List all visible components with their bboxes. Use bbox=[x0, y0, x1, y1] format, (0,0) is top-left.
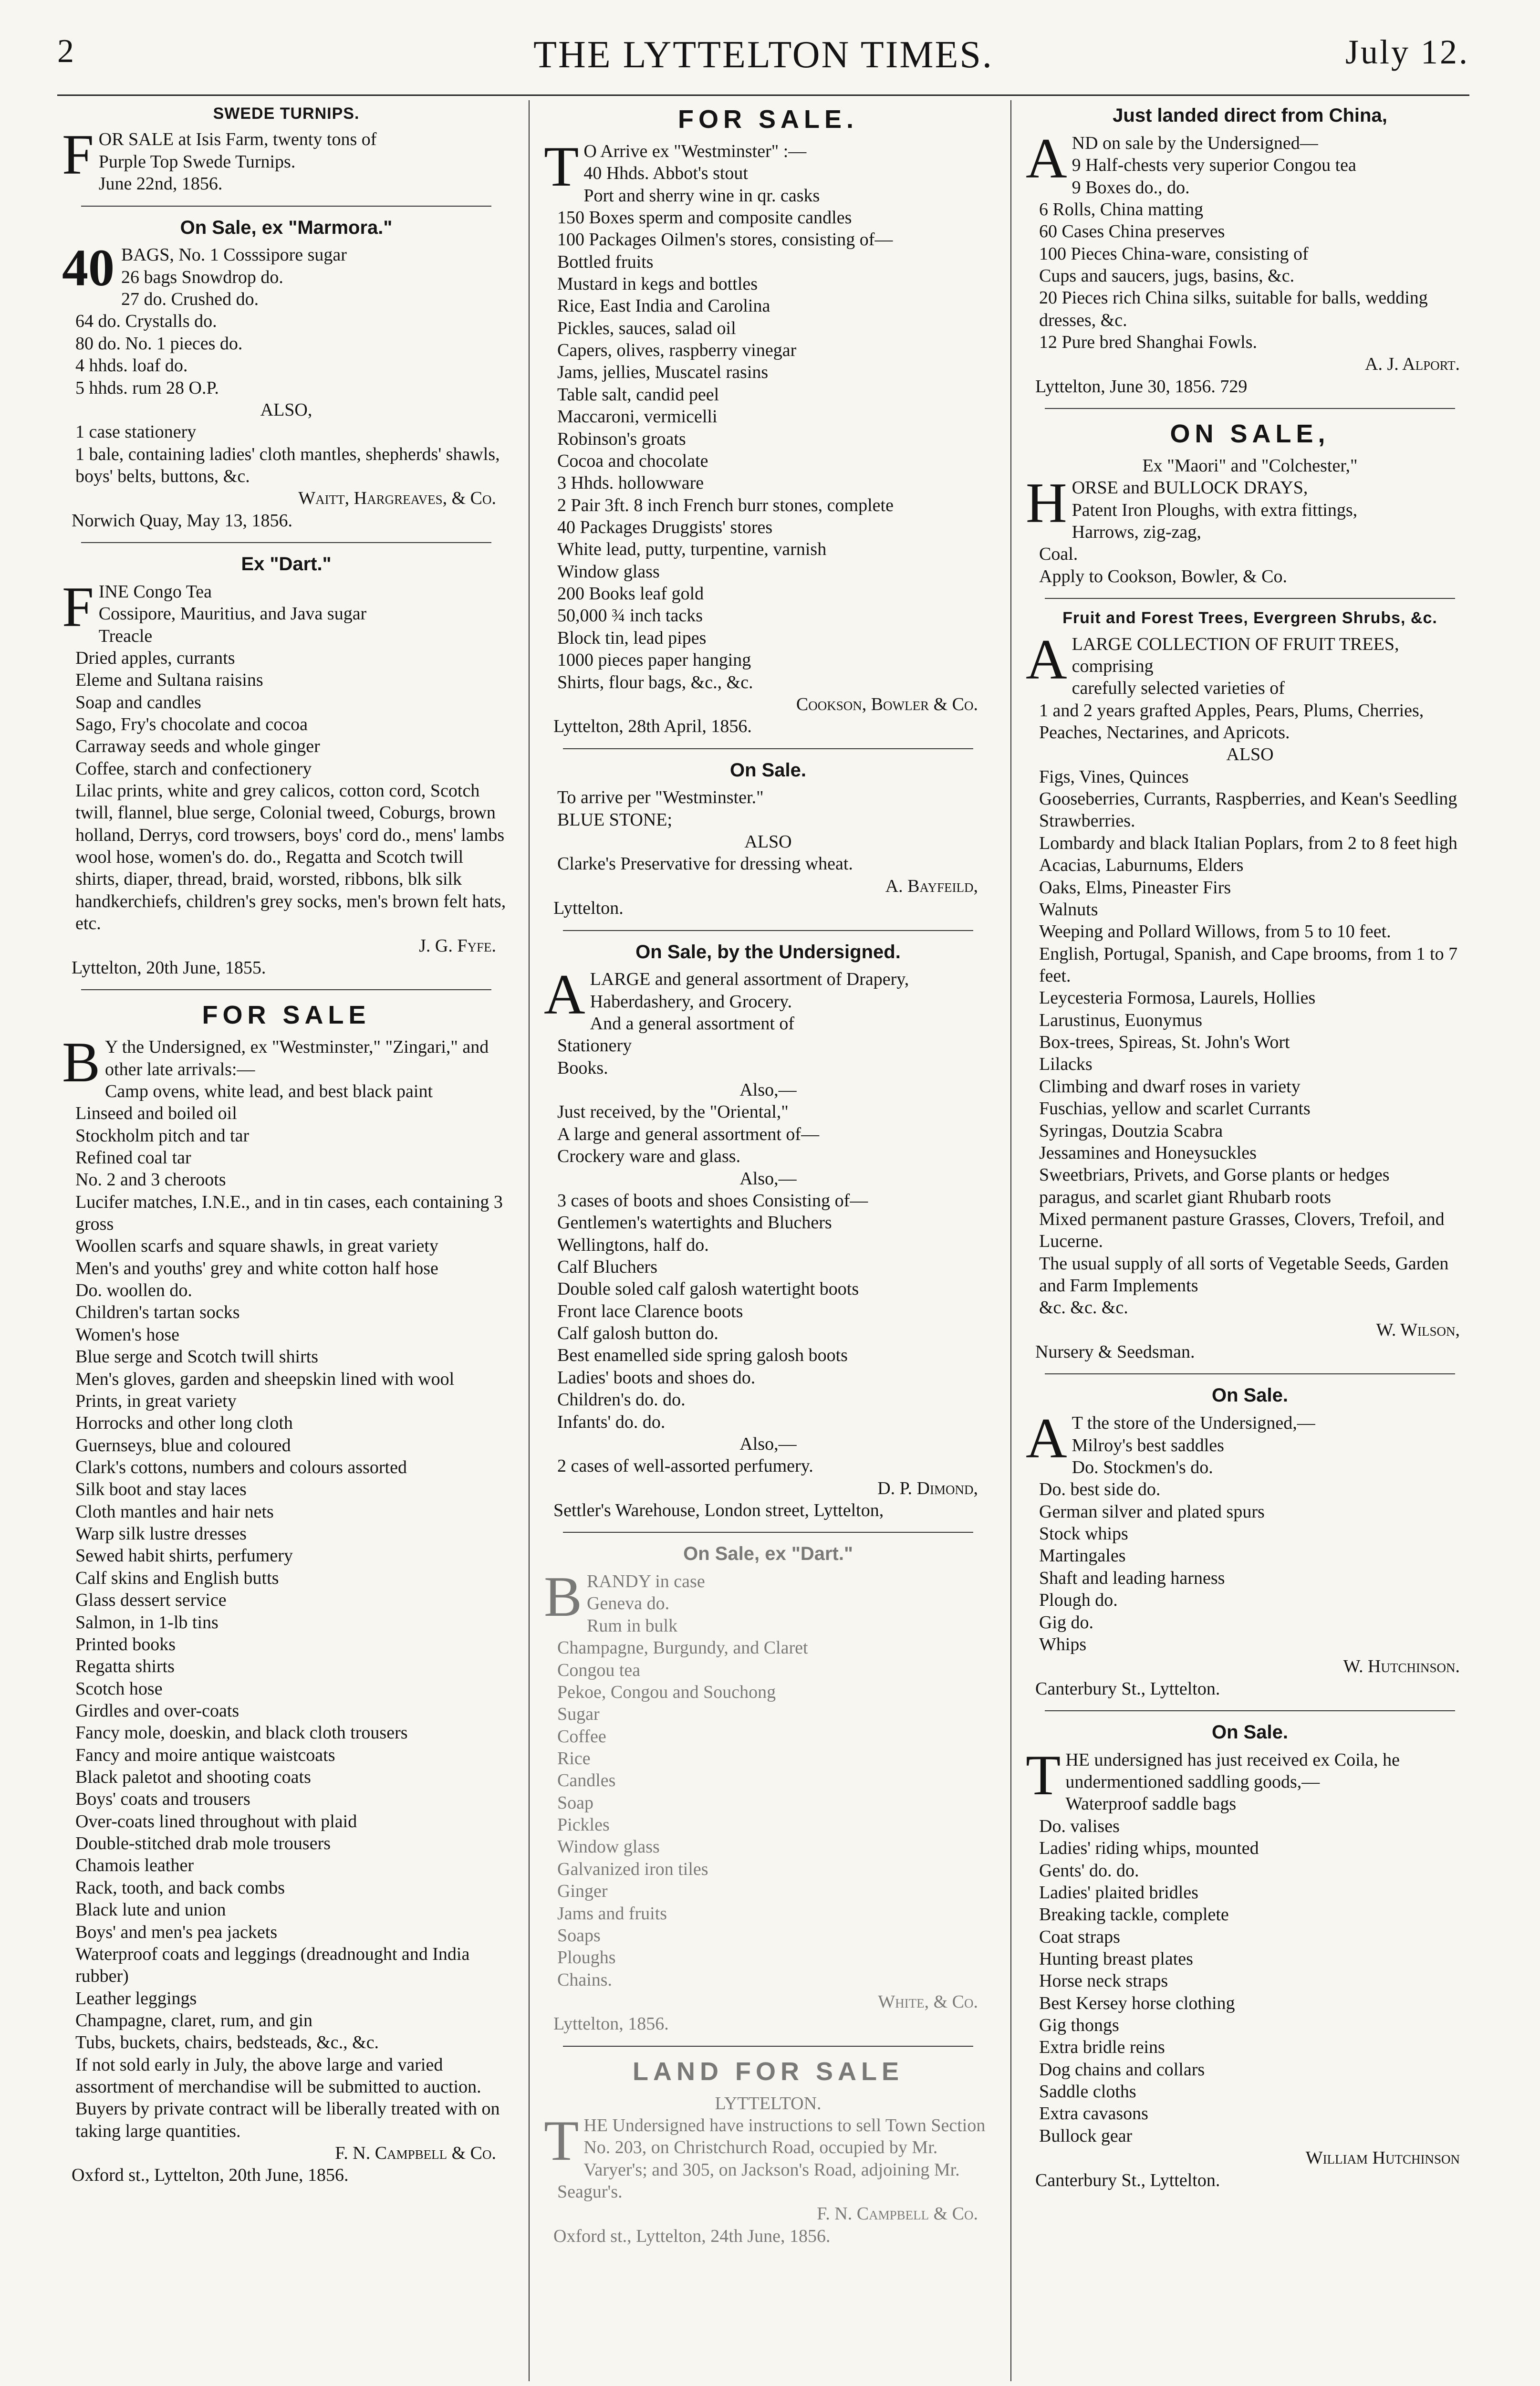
advertiser-signature: D. P. Dimond, bbox=[877, 1478, 978, 1498]
advert-lot-number: 40 bbox=[62, 239, 114, 297]
advert-line: Robinson's groats bbox=[557, 429, 686, 449]
advert-separator bbox=[1045, 598, 1455, 599]
advert-line: ALSO bbox=[1226, 744, 1274, 765]
advert-line: Leycesteria Formosa, Laurels, Hollies bbox=[1039, 988, 1316, 1008]
advert-line: BAGS, No. 1 Cosssipore sugar bbox=[121, 245, 347, 265]
advert-line: Front lace Clarence boots bbox=[557, 1301, 743, 1321]
advert-line: Carraway seeds and whole ginger bbox=[75, 736, 320, 757]
advert-line: Stock whips bbox=[1039, 1524, 1128, 1544]
drop-cap: A bbox=[1026, 1406, 1067, 1470]
advert-line: Galvanized iron tiles bbox=[557, 1859, 708, 1879]
advert-line: Also,— bbox=[739, 1434, 797, 1454]
drop-cap: A bbox=[1026, 627, 1067, 691]
advertisement bbox=[1026, 608, 1474, 1363]
advert-line: Guernseys, blue and coloured bbox=[75, 1435, 291, 1455]
advert-line: Black paletot and shooting coats bbox=[75, 1767, 311, 1788]
advert-line: 6 Rolls, China matting bbox=[1039, 199, 1204, 220]
advert-heading: SWEDE TURNIPS. bbox=[213, 105, 360, 123]
advert-heading: On Sale. bbox=[729, 759, 807, 781]
advert-separator bbox=[563, 2046, 973, 2047]
drop-cap: A bbox=[1026, 126, 1067, 190]
advert-heading: ON SALE, bbox=[1170, 419, 1330, 449]
advert-line: 26 bags Snowdrop do. bbox=[121, 267, 283, 287]
advert-line: Cocoa and chocolate bbox=[557, 450, 708, 471]
advert-line: Fancy and moire antique waistcoats bbox=[75, 1745, 335, 1765]
advertisement bbox=[62, 1000, 510, 2187]
advert-line: RANDY in case bbox=[587, 1571, 705, 1592]
advert-line: Saddle cloths bbox=[1039, 2082, 1136, 2102]
advert-place-date: Lyttelton, 1856. bbox=[553, 2014, 669, 2034]
advertisement bbox=[544, 759, 992, 920]
advert-line: Jams and fruits bbox=[557, 1903, 667, 1924]
advert-line: Mustard in kegs and bottles bbox=[557, 274, 758, 294]
advert-line: 2 cases of well-assorted perfumery. bbox=[557, 1456, 813, 1476]
advert-place-date: Lyttelton, 28th April, 1856. bbox=[553, 716, 752, 737]
advert-line: Ginger bbox=[557, 1881, 608, 1902]
advert-line: 64 do. Crystalls do. bbox=[75, 311, 217, 332]
advert-separator bbox=[563, 748, 973, 749]
column-1 bbox=[62, 100, 510, 2381]
newspaper-title: THE LYTTELTON TIMES. bbox=[533, 34, 993, 76]
advert-line: Woollen scarfs and square shawls, in great variety bbox=[75, 1236, 438, 1256]
advert-line: Ladies' plaited bridles bbox=[1039, 1882, 1198, 1903]
advert-line: &c. &c. &c. bbox=[1039, 1298, 1128, 1318]
advert-line: INE Congo Tea bbox=[98, 581, 212, 602]
advert-line: HE undersigned has just received ex Coila, he undermentioned saddling goods,— bbox=[1065, 1749, 1400, 1792]
advert-line: Stockholm pitch and tar bbox=[75, 1125, 250, 1146]
advert-line: Patent Iron Ploughs, with extra fittings, bbox=[1072, 500, 1358, 520]
advert-line: Champagne, claret, rum, and gin bbox=[75, 2010, 313, 2030]
advert-line: Tubs, buckets, chairs, bedsteads, &c., &c. bbox=[75, 2032, 379, 2053]
advert-place-date: Lyttelton. bbox=[553, 898, 624, 919]
advert-line: Fancy mole, doeskin, and black cloth trousers bbox=[75, 1723, 408, 1743]
advert-line: Clark's cottons, numbers and colours assorted bbox=[75, 1457, 407, 1477]
advert-line: Horrocks and other long cloth bbox=[75, 1413, 293, 1434]
advert-line: Leather leggings bbox=[75, 1988, 197, 2009]
advert-line: 3 cases of boots and shoes Consisting of— bbox=[557, 1190, 868, 1211]
advert-heading: LAND FOR SALE bbox=[633, 2057, 904, 2086]
advert-line: Gig thongs bbox=[1039, 2015, 1119, 2036]
advert-line: Acacias, Laburnums, Elders bbox=[1039, 855, 1244, 876]
advert-line: Extra bridle reins bbox=[1039, 2037, 1165, 2058]
column-divider bbox=[529, 100, 530, 2381]
advert-line: Soap bbox=[557, 1792, 593, 1813]
advert-line: Extra cavasons bbox=[1039, 2103, 1148, 2124]
advert-separator bbox=[81, 989, 491, 990]
advert-line: Bullock gear bbox=[1039, 2125, 1133, 2146]
advert-line: Geneva do. bbox=[587, 1593, 670, 1614]
advert-line: 1 and 2 years grafted Apples, Pears, Plums, Cherries, bbox=[1039, 700, 1424, 721]
advert-line: T the store of the Undersigned,— bbox=[1072, 1413, 1315, 1434]
column-3 bbox=[1026, 100, 1474, 2381]
advert-line: Bottled fruits bbox=[557, 251, 654, 272]
advert-line: Scotch hose bbox=[75, 1678, 163, 1699]
advertiser-signature: J. G. Fyfe. bbox=[419, 935, 496, 956]
advert-line: 40 Packages Druggists' stores bbox=[557, 517, 773, 537]
advert-place-date: Settler's Warehouse, London street, Lyttelton, bbox=[553, 1500, 884, 1520]
advert-line: Whips bbox=[1039, 1634, 1087, 1654]
advert-line: O Arrive ex "Westminster" :— bbox=[583, 141, 807, 161]
advert-line: Glass dessert service bbox=[75, 1590, 227, 1611]
advert-line: 100 Pieces China-ware, consisting of bbox=[1039, 243, 1309, 264]
advert-line: Rice, East India and Carolina bbox=[557, 296, 770, 316]
advert-line: 3 Hhds. hollowware bbox=[557, 473, 704, 493]
advert-line: Boys' and men's pea jackets bbox=[75, 1922, 278, 1942]
advert-line: ALSO bbox=[744, 832, 792, 852]
advert-line: Rice bbox=[557, 1748, 591, 1769]
advert-line: Congou tea bbox=[557, 1660, 641, 1680]
advert-line: 9 Boxes do., do. bbox=[1072, 177, 1190, 198]
advert-line: Do. best side do. bbox=[1039, 1479, 1161, 1500]
advert-line: English, Portugal, Spanish, and Cape brooms, from 1 to 7 feet. bbox=[1039, 943, 1458, 986]
advert-line: Infants' do. do. bbox=[557, 1412, 666, 1432]
advert-line: 1 bale, containing ladies' cloth mantles, shepherds' shawls, boys' belts, buttons, &c. bbox=[75, 444, 500, 486]
drop-cap: T bbox=[544, 134, 579, 198]
advertiser-signature: W. Hutchinson. bbox=[1343, 1656, 1460, 1677]
advert-line: Capers, olives, raspberry vinegar bbox=[557, 340, 797, 361]
advert-line: Gooseberries, Currants, Raspberries, and Kean's Seedling Strawberries. bbox=[1039, 789, 1457, 831]
drop-cap: T bbox=[1026, 1743, 1061, 1807]
advert-line: Larustinus, Euonymus bbox=[1039, 1010, 1202, 1030]
advert-line: Chains. bbox=[557, 1969, 613, 1990]
advert-line: Refined coal tar bbox=[75, 1147, 191, 1168]
advert-separator bbox=[563, 1532, 973, 1533]
advert-line: Eleme and Sultana raisins bbox=[75, 670, 263, 691]
advert-line: June 22nd, 1856. bbox=[98, 174, 223, 194]
advert-line: LARGE and general assortment of Drapery, Haberdashery, and Grocery. bbox=[590, 969, 909, 1012]
advertiser-signature: W. Wilson, bbox=[1376, 1319, 1460, 1340]
advert-heading: On Sale, ex "Dart." bbox=[683, 1543, 853, 1565]
advert-line: If not sold early in July, the above large and varied assortment of merchandise will be submitted to auction. bbox=[75, 2054, 481, 2097]
drop-cap: B bbox=[544, 1565, 583, 1629]
advert-line: Ploughs bbox=[557, 1947, 616, 1968]
advert-line: Block tin, lead pipes bbox=[557, 628, 707, 648]
drop-cap: F bbox=[62, 123, 94, 187]
advert-line: Soaps bbox=[557, 1925, 601, 1946]
drop-cap: H bbox=[1026, 471, 1067, 535]
advert-line: Window glass bbox=[557, 1837, 660, 1857]
advertisement bbox=[544, 1542, 992, 2035]
advert-line: White lead, putty, turpentine, varnish bbox=[557, 539, 827, 560]
advert-line: Climbing and dwarf roses in variety bbox=[1039, 1076, 1301, 1097]
advert-heading: On Sale. bbox=[1211, 1385, 1289, 1406]
advert-line: Fuschias, yellow and scarlet Currants bbox=[1039, 1099, 1311, 1119]
advert-separator bbox=[1045, 1710, 1455, 1711]
advertisement bbox=[544, 104, 992, 738]
advert-line: Shirts, flour bags, &c., &c. bbox=[557, 672, 753, 692]
advert-line: OR SALE at Isis Farm, twenty tons of bbox=[98, 129, 377, 150]
advert-line: 20 Pieces rich China silks, suitable for balls, wedding dresses, &c. bbox=[1039, 288, 1428, 330]
advert-line: Treacle bbox=[98, 626, 153, 646]
advertiser-signature: A. J. Alport. bbox=[1365, 354, 1460, 375]
advert-place-date: Lyttelton, 20th June, 1855. bbox=[72, 957, 266, 978]
advert-line: Coal. bbox=[1039, 544, 1078, 565]
advert-line: Gig do. bbox=[1039, 1612, 1093, 1633]
advert-line: Women's hose bbox=[75, 1324, 180, 1345]
advertiser-signature: William Hutchinson bbox=[1305, 2148, 1460, 2168]
advert-line: Pickles bbox=[557, 1815, 610, 1835]
advert-line: No. 2 and 3 cheroots bbox=[75, 1170, 226, 1190]
advert-place-date: Canterbury St., Lyttelton. bbox=[1035, 2170, 1220, 2190]
advert-line: Ladies' boots and shoes do. bbox=[557, 1367, 756, 1388]
advert-line: Books. bbox=[557, 1057, 608, 1078]
advert-line: And a general assortment of bbox=[590, 1014, 795, 1034]
advert-heading: On Sale, ex "Marmora." bbox=[180, 217, 393, 238]
advert-line: 12 Pure bred Shanghai Fowls. bbox=[1039, 332, 1258, 353]
column-2 bbox=[544, 100, 992, 2381]
advert-line: Also,— bbox=[739, 1168, 797, 1189]
advert-line: Printed books bbox=[75, 1634, 176, 1654]
advert-line: Harrows, zig-zag, bbox=[1072, 522, 1201, 543]
advertisement bbox=[62, 104, 510, 195]
advert-line: Lombardy and black Italian Poplars, from 2 to 8 feet high bbox=[1039, 833, 1457, 853]
advert-line: Do. woollen do. bbox=[75, 1280, 192, 1301]
advert-line: Lilacks bbox=[1039, 1054, 1093, 1075]
advert-heading: Just landed direct from China, bbox=[1113, 105, 1387, 126]
advert-line: Champagne, Burgundy, and Claret bbox=[557, 1638, 808, 1658]
advert-line: 9 Half-chests very superior Congou tea bbox=[1072, 155, 1356, 176]
advert-line: 80 do. No. 1 pieces do. bbox=[75, 333, 243, 354]
advert-line: Walnuts bbox=[1039, 899, 1098, 920]
advert-line: Dog chains and collars bbox=[1039, 2059, 1205, 2080]
advert-line: 40 Hhds. Abbot's stout bbox=[583, 163, 748, 184]
advert-line: Jessamines and Honeysuckles bbox=[1039, 1142, 1257, 1163]
advert-line: LARGE COLLECTION OF FRUIT TREES, comprising bbox=[1072, 634, 1399, 676]
advert-line: ND on sale by the Undersigned— bbox=[1072, 133, 1318, 153]
advertisement bbox=[1026, 1384, 1474, 1699]
issue-date: July 12. bbox=[1345, 33, 1469, 71]
advert-line: German silver and plated spurs bbox=[1039, 1501, 1265, 1522]
masthead bbox=[57, 24, 1469, 86]
advert-line: 27 do. Crushed do. bbox=[121, 289, 259, 310]
advertiser-signature: Cookson, Bowler & Co. bbox=[796, 694, 978, 714]
advertiser-signature: White, & Co. bbox=[878, 1991, 978, 2012]
advert-line: HE Undersigned have instructions to sell Town Section No. 203, on Christchurch Road, occupied by Mr. Varyer's; and 305, on Jackson's Road, adjoining Mr. Seagur's. bbox=[557, 2115, 986, 2202]
advert-line: 2 Pair 3ft. 8 inch French burr stones, complete bbox=[557, 495, 894, 515]
advertisement bbox=[1026, 104, 1474, 398]
advert-line: Gents' do. do. bbox=[1039, 1860, 1139, 1881]
advertiser-signature: F. N. Campbell & Co. bbox=[817, 2204, 978, 2224]
advert-subheading: Ex "Maori" and "Colchester," bbox=[1142, 455, 1358, 476]
advert-line: Coat straps bbox=[1039, 1926, 1120, 1947]
advert-line: ALSO, bbox=[260, 399, 312, 420]
advert-line: Wellingtons, half do. bbox=[557, 1235, 709, 1255]
advert-place-date: Lyttelton, June 30, 1856. 729 bbox=[1035, 376, 1248, 397]
advert-line: Rum in bulk bbox=[587, 1615, 678, 1636]
drop-cap: A bbox=[544, 963, 585, 1026]
advertisement bbox=[1026, 1721, 1474, 2191]
advert-line: Linseed and boiled oil bbox=[75, 1103, 237, 1124]
advert-line: Martingales bbox=[1039, 1546, 1126, 1566]
advert-line: 1 case stationery bbox=[75, 422, 197, 442]
advert-line: Just received, by the "Oriental," bbox=[557, 1102, 789, 1122]
advert-line: Breaking tackle, complete bbox=[1039, 1905, 1229, 1925]
advert-line: Weeping and Pollard Willows, from 5 to 10 feet. bbox=[1039, 921, 1391, 942]
advert-line: Sweetbriars, Privets, and Gorse plants or hedges bbox=[1039, 1165, 1390, 1185]
masthead-rule bbox=[57, 94, 1469, 96]
advert-line: Pekoe, Congou and Souchong bbox=[557, 1682, 776, 1702]
advert-line: Crockery ware and glass. bbox=[557, 1146, 741, 1167]
advert-line: Children's do. do. bbox=[557, 1390, 686, 1410]
page-number: 2 bbox=[57, 33, 74, 70]
drop-cap: T bbox=[544, 2108, 579, 2172]
advert-line: Oaks, Elms, Pineaster Firs bbox=[1039, 877, 1231, 898]
advert-line: LYTTELTON. bbox=[715, 2093, 822, 2114]
advert-line: A large and general assortment of— bbox=[557, 1124, 820, 1144]
advertisement bbox=[62, 216, 510, 532]
advert-line: Do. valises bbox=[1039, 1816, 1120, 1836]
advert-place-date: Oxford st., Lyttelton, 24th June, 1856. bbox=[553, 2226, 831, 2246]
advert-line: Ladies' riding whips, mounted bbox=[1039, 1838, 1259, 1859]
advertisement bbox=[62, 553, 510, 979]
advert-line: 1000 pieces paper hanging bbox=[557, 650, 751, 670]
advert-line: Chamois leather bbox=[75, 1855, 194, 1876]
advert-place-date: Canterbury St., Lyttelton. bbox=[1035, 1678, 1220, 1699]
advert-line: Sugar bbox=[557, 1704, 600, 1725]
advert-line: Men's and youths' grey and white cotton half hose bbox=[75, 1258, 438, 1278]
advert-heading: On Sale. bbox=[1211, 1721, 1289, 1743]
advert-line: Girdles and over-coats bbox=[75, 1700, 239, 1721]
advertisement bbox=[544, 2056, 992, 2247]
advert-line: Waterproof saddle bags bbox=[1065, 1794, 1237, 1814]
advert-line: carefully selected varieties of bbox=[1072, 678, 1285, 699]
advert-line: Apply to Cookson, Bowler, & Co. bbox=[1039, 566, 1287, 586]
advert-line: BLUE STONE; bbox=[557, 809, 673, 830]
drop-cap: B bbox=[62, 1030, 101, 1094]
advert-place-date: Oxford st., Lyttelton, 20th June, 1856. bbox=[72, 2165, 349, 2186]
advert-line: Do. Stockmen's do. bbox=[1072, 1457, 1213, 1477]
advert-line: The usual supply of all sorts of Vegetable Seeds, Garden and Farm Implements bbox=[1039, 1253, 1449, 1296]
advert-line: Coffee bbox=[557, 1726, 606, 1747]
advert-line: Best enamelled side spring galosh boots bbox=[557, 1345, 848, 1366]
advert-line: Calf skins and English butts bbox=[75, 1568, 279, 1588]
advert-heading: On Sale, by the Undersigned. bbox=[635, 941, 901, 963]
advert-line: Peaches, Nectarines, and Apricots. bbox=[1039, 722, 1290, 743]
advert-heading: Ex "Dart." bbox=[241, 554, 332, 575]
advert-line: Window glass bbox=[557, 561, 660, 582]
advert-line: Black lute and union bbox=[75, 1900, 226, 1920]
advert-line: Warp silk lustre dresses bbox=[75, 1524, 247, 1544]
advert-heading: FOR SALE bbox=[202, 1001, 371, 1030]
advert-line: 60 Cases China preserves bbox=[1039, 221, 1225, 242]
advert-line: Children's tartan socks bbox=[75, 1302, 240, 1323]
advert-line: Best Kersey horse clothing bbox=[1039, 1993, 1235, 2013]
advert-heading: Fruit and Forest Trees, Evergreen Shrubs, &c. bbox=[1062, 609, 1437, 628]
advert-line: Shaft and leading harness bbox=[1039, 1568, 1225, 1588]
advert-line: Sewed habit shirts, perfumery bbox=[75, 1546, 293, 1566]
advert-place-date: Nursery & Seedsman. bbox=[1035, 1342, 1195, 1362]
advert-separator bbox=[1045, 1373, 1455, 1374]
advert-line: Waterproof coats and leggings (dreadnought and India rubber) bbox=[75, 1944, 470, 1987]
advert-line: 200 Books leaf gold bbox=[557, 584, 704, 604]
advert-line: Rack, tooth, and back combs bbox=[75, 1877, 285, 1898]
drop-cap: F bbox=[62, 575, 94, 638]
advertiser-signature: Waitt, Hargreaves, & Co. bbox=[298, 488, 496, 509]
advert-line: 5 hhds. rum 28 O.P. bbox=[75, 377, 219, 398]
advert-line: Box-trees, Spireas, St. John's Wort bbox=[1039, 1032, 1290, 1053]
advert-heading: FOR SALE. bbox=[677, 105, 858, 134]
advert-line: To arrive per "Westminster." bbox=[557, 787, 764, 808]
advert-line: Dried apples, currants bbox=[75, 648, 235, 668]
advert-line: 50,000 ¾ inch tacks bbox=[557, 606, 703, 626]
advert-separator bbox=[1045, 408, 1455, 409]
advert-line: Sago, Fry's chocolate and cocoa bbox=[75, 714, 308, 734]
advert-line: Coffee, starch and confectionery bbox=[75, 758, 312, 779]
advert-line: 100 Packages Oilmen's stores, consisting of— bbox=[557, 230, 893, 250]
advert-line: Syringas, Doutzia Scabra bbox=[1039, 1120, 1223, 1141]
advertisement bbox=[544, 941, 992, 1522]
advert-separator bbox=[81, 542, 491, 543]
column-divider bbox=[1010, 100, 1011, 2381]
advert-line: Calf Bluchers bbox=[557, 1257, 658, 1277]
advert-line: Pickles, sauces, salad oil bbox=[557, 318, 736, 338]
advert-line: 150 Boxes sperm and composite candles bbox=[557, 207, 852, 228]
advert-line: Cloth mantles and hair nets bbox=[75, 1501, 274, 1522]
advert-line: Stationery bbox=[557, 1036, 632, 1056]
advert-line: Milroy's best saddles bbox=[1072, 1435, 1224, 1455]
advert-separator bbox=[81, 206, 491, 207]
advert-line: Y the Undersigned, ex "Westminster," "Zingari," and other late arrivals:— bbox=[105, 1037, 489, 1079]
advert-line: Gentlemen's watertights and Bluchers bbox=[557, 1213, 832, 1233]
advert-line: Plough do. bbox=[1039, 1590, 1118, 1611]
advert-line: Jams, jellies, Muscatel rasins bbox=[557, 362, 769, 383]
advert-line: Clarke's Preservative for dressing wheat. bbox=[557, 854, 853, 874]
advert-line: 4 hhds. loaf do. bbox=[75, 356, 188, 376]
advert-line: Buyers by private contract will be liberally treated with on taking large quantities. bbox=[75, 2099, 500, 2141]
advert-line: Calf galosh button do. bbox=[557, 1323, 718, 1344]
advert-line: Horse neck straps bbox=[1039, 1971, 1168, 1991]
advert-line: Also,— bbox=[739, 1080, 797, 1100]
advert-line: Over-coats lined throughout with plaid bbox=[75, 1811, 357, 1831]
advert-line: Mixed permanent pasture Grasses, Clovers, Trefoil, and Lucerne. bbox=[1039, 1209, 1445, 1252]
advert-line: ORSE and BULLOCK DRAYS, bbox=[1072, 478, 1308, 498]
advert-line: Figs, Vines, Quinces bbox=[1039, 766, 1189, 787]
advert-separator bbox=[563, 930, 973, 931]
advert-line: Boys' coats and trousers bbox=[75, 1789, 250, 1810]
advert-line: Camp ovens, white lead, and best black paint bbox=[105, 1081, 433, 1101]
advert-line: Regatta shirts bbox=[75, 1656, 175, 1677]
advert-line: Silk boot and stay laces bbox=[75, 1479, 247, 1500]
advertiser-signature: A. Bayfeild, bbox=[885, 876, 978, 896]
advert-line: Cossipore, Mauritius, and Java sugar bbox=[98, 604, 367, 624]
advert-line: Table salt, candid peel bbox=[557, 384, 719, 405]
advert-line: Double-stitched drab mole trousers bbox=[75, 1833, 331, 1854]
advertisement bbox=[1026, 419, 1474, 587]
advert-line: Lucifer matches, I.N.E., and in tin cases, each containing 3 gross bbox=[75, 1192, 503, 1235]
advert-line: Lilac prints, white and grey calicos, cotton cord, Scotch twill, flannel, blue serge, Colonial tweed, Coburgs, brown holland, Derrys, cord trowsers, boys' cord do., mens' lambs wool hose, women's do. do., Regatta and Scotch twill shirts, diaper, thread, braid, worsted, ribbons, blk silk handkerchiefs, children's grey socks, men's brown felt hats, etc. bbox=[75, 781, 506, 934]
advert-line: Hunting breast plates bbox=[1039, 1948, 1193, 1969]
advert-line: paragus, and scarlet giant Rhubarb roots bbox=[1039, 1187, 1332, 1207]
advert-line: Cups and saucers, jugs, basins, &c. bbox=[1039, 265, 1295, 286]
advert-line: Salmon, in 1-lb tins bbox=[75, 1612, 219, 1633]
advert-line: Candles bbox=[557, 1770, 616, 1791]
advert-line: Maccaroni, vermicelli bbox=[557, 407, 718, 427]
advert-line: Men's gloves, garden and sheepskin lined with wool bbox=[75, 1369, 455, 1389]
advert-place-date: Norwich Quay, May 13, 1856. bbox=[72, 510, 292, 531]
advert-line: Double soled calf galosh watertight boots bbox=[557, 1279, 859, 1299]
advert-line: Purple Top Swede Turnips. bbox=[98, 151, 296, 172]
advert-line: Prints, in great variety bbox=[75, 1391, 237, 1411]
advert-line: Port and sherry wine in qr. casks bbox=[583, 185, 820, 206]
advert-line: Blue serge and Scotch twill shirts bbox=[75, 1347, 319, 1367]
advert-line: Soap and candles bbox=[75, 692, 201, 712]
advertiser-signature: F. N. Campbell & Co. bbox=[335, 2143, 496, 2164]
